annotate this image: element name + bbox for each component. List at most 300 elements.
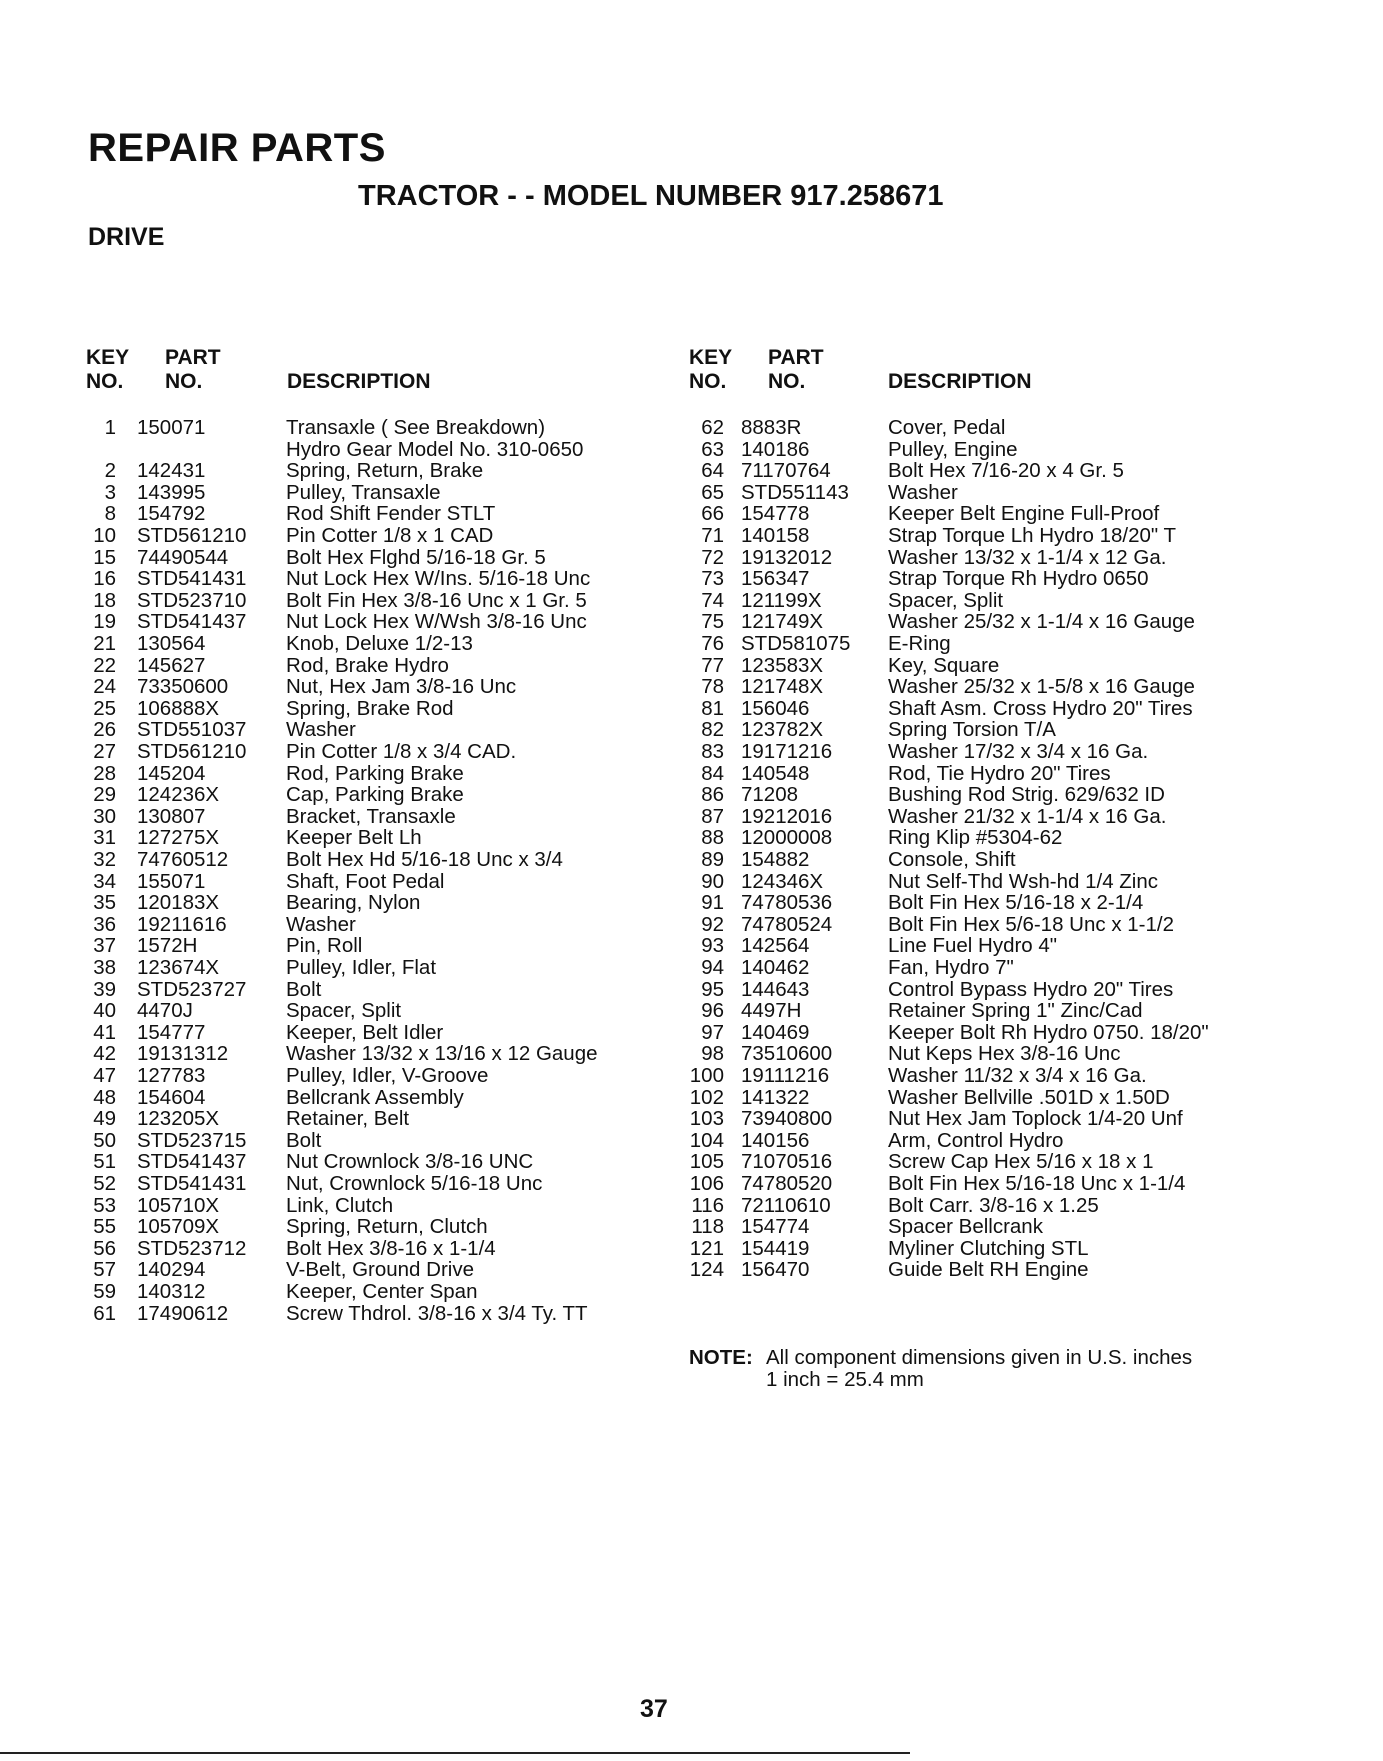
part-number: 73510600 <box>741 1042 833 1066</box>
key-number-cell <box>80 1281 116 1303</box>
part-description: Washer Bellville .501D x 1.50D <box>888 1085 1170 1109</box>
key-number: 52 <box>93 1172 116 1195</box>
part-number: 74780536 <box>741 891 833 915</box>
table-row <box>0 1236 1089 1260</box>
key-number: 102 <box>689 1085 724 1109</box>
part-description: Washer 21/32 x 1-1/4 x 16 Ga. <box>888 804 1167 828</box>
part-number: 74490544 <box>137 545 229 569</box>
key-number: 50 <box>93 1128 116 1152</box>
part-header-line2: NO. <box>768 370 806 393</box>
part-number: STD551037 <box>137 718 247 742</box>
table-row <box>0 632 951 655</box>
key-number: 64 <box>701 459 724 483</box>
part-description: Spacer, Split <box>286 999 402 1023</box>
part-description: Spring, Return, Clutch <box>286 1215 488 1239</box>
table-row <box>0 1258 1089 1282</box>
key-number: 84 <box>701 761 724 785</box>
part-description: Screw Cap Hex 5/16 x 18 x 1 <box>888 1150 1154 1174</box>
key-number-cell <box>680 1087 724 1109</box>
part-number: 72110610 <box>741 1193 831 1217</box>
part-description: Bolt Fin Hex 5/16-18 x 2-1/4 <box>888 891 1144 915</box>
key-header-line2: NO. <box>86 370 124 393</box>
key-number: 89 <box>701 848 724 871</box>
part-description: Spring Torsion T/A <box>888 718 1056 742</box>
key-number: 82 <box>701 718 724 742</box>
key-number: 37 <box>93 934 116 958</box>
part-number: 130564 <box>137 632 206 655</box>
part-number: 124346X <box>741 869 824 893</box>
key-number: 27 <box>93 740 116 763</box>
key-number: 15 <box>93 545 116 569</box>
key-number-cell <box>680 957 724 979</box>
table-row <box>0 1172 1186 1195</box>
key-number: 57 <box>93 1258 116 1282</box>
key-number: 38 <box>93 956 116 979</box>
table-row <box>0 1042 1121 1066</box>
key-number: 32 <box>93 848 116 871</box>
key-number-cell <box>680 784 724 806</box>
part-description: Key, Square <box>888 653 1000 677</box>
key-number: 3 <box>104 480 116 504</box>
table-row <box>0 977 1174 1001</box>
part-description: Keeper, Belt Idler <box>286 1020 444 1044</box>
key-number-cell <box>680 633 724 655</box>
part-number: STD523715 <box>137 1128 247 1152</box>
part-number: 19211616 <box>137 912 227 936</box>
part-description: Retainer, Belt <box>286 1107 410 1131</box>
key-number: 53 <box>93 1193 116 1217</box>
key-number-cell <box>680 417 724 439</box>
part-description: Nut, Crownlock 5/16-18 Unc <box>286 1172 543 1195</box>
key-number: 36 <box>93 912 116 936</box>
table-row <box>0 1281 700 1303</box>
part-description: Ring Klip #5304-62 <box>888 826 1063 850</box>
part-number: 140312 <box>137 1280 206 1303</box>
part-description: Pin Cotter 1/8 x 3/4 CAD. <box>286 740 517 763</box>
part-number: 106888X <box>137 696 220 720</box>
part-number: STD541437 <box>137 1150 247 1174</box>
key-number: 105 <box>689 1150 724 1174</box>
table-row <box>0 848 1016 871</box>
table-row <box>0 740 1149 763</box>
table-row <box>0 459 1124 483</box>
part-description: Hydro Gear Model No. 310-0650 <box>286 437 584 461</box>
part-description: Rod, Parking Brake <box>286 761 464 785</box>
part-number: 154419 <box>741 1236 810 1260</box>
part-description: Washer 13/32 x 1-1/4 x 12 Ga. <box>888 545 1167 569</box>
key-number: 30 <box>93 804 116 828</box>
table-row <box>0 869 1159 893</box>
key-number: 34 <box>93 869 116 893</box>
section-heading: DRIVE <box>88 223 165 251</box>
key-number: 1 <box>104 416 116 439</box>
key-number: 21 <box>93 632 116 655</box>
key-number: 48 <box>93 1085 116 1109</box>
table-row <box>0 524 1177 547</box>
key-number: 78 <box>701 675 724 699</box>
key-number-cell <box>680 806 724 828</box>
key-number-cell <box>680 503 724 525</box>
key-number: 90 <box>701 869 724 893</box>
key-number: 22 <box>93 653 116 677</box>
part-description: Screw Thdrol. 3/8-16 x 3/4 Ty. TT <box>286 1301 588 1325</box>
key-number: 97 <box>701 1020 724 1044</box>
key-number: 28 <box>93 761 116 785</box>
part-description: E-Ring <box>888 632 951 655</box>
key-number-cell <box>680 1130 724 1152</box>
key-number-cell <box>680 1173 724 1195</box>
part-number: 105709X <box>137 1215 220 1239</box>
part-description: Bolt Hex Hd 5/16-18 Unc x 3/4 <box>286 848 563 871</box>
part-number: 140158 <box>741 524 810 547</box>
part-header-line2: NO. <box>165 370 203 393</box>
table-row <box>0 1107 1183 1131</box>
key-number: 81 <box>701 696 724 720</box>
part-number: 156470 <box>741 1258 810 1282</box>
part-number: 156046 <box>741 696 810 720</box>
part-description: Bolt Hex 7/16-20 x 4 Gr. 5 <box>888 459 1124 483</box>
part-description: Bolt Fin Hex 3/8-16 Unc x 1 Gr. 5 <box>286 588 587 612</box>
part-description: Keeper Belt Lh <box>286 826 422 850</box>
table-row <box>0 480 958 504</box>
part-description: Pulley, Idler, V-Groove <box>286 1064 489 1087</box>
table-row <box>0 437 1018 461</box>
part-description: Line Fuel Hydro 4" <box>888 934 1058 958</box>
table-row <box>0 502 1160 526</box>
key-number-cell <box>680 1216 724 1238</box>
part-description: Bearing, Nylon <box>286 891 421 915</box>
key-number: 26 <box>93 718 116 742</box>
part-description: Bracket, Transaxle <box>286 804 456 828</box>
key-number-cell <box>680 914 724 936</box>
part-description: Bolt <box>286 1128 322 1152</box>
key-number: 77 <box>701 653 724 677</box>
part-number: 142431 <box>137 459 206 483</box>
part-description: Strap Torque Lh Hydro 18/20" T <box>888 524 1177 547</box>
part-description: Spring, Brake Rod <box>286 696 454 720</box>
part-description: Washer 25/32 x 1-5/8 x 16 Gauge <box>888 675 1195 699</box>
key-number: 75 <box>701 610 724 634</box>
key-number-cell <box>680 827 724 849</box>
key-number: 39 <box>93 977 116 1001</box>
part-description: Rod, Tie Hydro 20" Tires <box>888 761 1111 785</box>
part-description: Nut Crownlock 3/8-16 UNC <box>286 1150 534 1174</box>
part-description: Nut Lock Hex W/Wsh 3/8-16 Unc <box>286 610 587 634</box>
key-number-cell <box>680 611 724 633</box>
part-number: 1572H <box>137 934 198 958</box>
part-number: STD561210 <box>137 740 247 763</box>
key-number: 61 <box>93 1301 116 1325</box>
key-number-cell <box>680 1195 724 1217</box>
key-number-cell <box>680 1000 724 1022</box>
key-number-cell <box>680 525 724 547</box>
key-number: 104 <box>689 1128 724 1152</box>
part-number: 4470J <box>137 999 193 1023</box>
part-number: 140462 <box>741 956 810 979</box>
key-number-cell <box>680 676 724 698</box>
part-description: Keeper Bolt Rh Hydro 0750. 18/20" <box>888 1020 1209 1044</box>
key-number: 98 <box>701 1042 724 1066</box>
part-number: 121749X <box>741 610 824 634</box>
key-number: 24 <box>93 675 116 699</box>
table-row <box>0 891 1144 915</box>
table-row <box>0 675 1195 699</box>
key-number: 63 <box>701 437 724 461</box>
key-number-cell <box>680 1151 724 1173</box>
part-number: 71070516 <box>741 1150 833 1174</box>
key-number-cell <box>680 698 724 720</box>
key-number: 91 <box>701 891 724 915</box>
table-row <box>0 1150 1154 1174</box>
table-row <box>0 1064 1147 1087</box>
key-number: 76 <box>701 632 724 655</box>
table-row <box>0 1215 1043 1239</box>
key-number: 124 <box>689 1258 724 1282</box>
key-number: 88 <box>701 826 724 850</box>
part-number: 150071 <box>137 416 206 439</box>
part-number: STD541437 <box>137 610 247 634</box>
note-text-line1: All component dimensions given in U.S. inches <box>766 1346 1193 1369</box>
part-description: Pin Cotter 1/8 x 1 CAD <box>286 524 494 547</box>
part-description: Arm, Control Hydro <box>888 1128 1064 1152</box>
part-description: Nut, Hex Jam 3/8-16 Unc <box>286 675 517 699</box>
key-number: 74 <box>701 588 724 612</box>
part-number: 124236X <box>137 783 220 807</box>
key-number: 116 <box>691 1193 724 1217</box>
table-row <box>0 1020 1209 1044</box>
part-number: 144643 <box>741 977 810 1001</box>
key-number-cell <box>80 1303 116 1325</box>
part-number: 19212016 <box>741 804 833 828</box>
key-number: 19 <box>93 610 116 634</box>
key-number: 29 <box>93 783 116 807</box>
key-number-cell <box>680 871 724 893</box>
part-number: 71208 <box>741 783 799 807</box>
left-description-header: DESCRIPTION <box>287 370 431 393</box>
part-number: 74760512 <box>137 848 229 871</box>
key-number-cell <box>680 590 724 612</box>
key-number-cell <box>680 1259 724 1281</box>
model-subtitle: TRACTOR - - MODEL NUMBER 917.258671 <box>358 180 944 212</box>
part-number: 145627 <box>137 653 206 677</box>
part-number: 154882 <box>741 848 810 871</box>
part-description: Control Bypass Hydro 20" Tires <box>888 977 1174 1001</box>
part-number: 145204 <box>137 761 206 785</box>
part-description: Washer <box>286 718 356 742</box>
part-description: Pulley, Engine <box>888 437 1018 461</box>
key-number-cell <box>680 655 724 677</box>
key-number-cell <box>680 763 724 785</box>
part-number: 4497H <box>741 999 802 1023</box>
key-number: 51 <box>93 1150 116 1174</box>
part-number: 121199X <box>741 588 822 612</box>
key-number-cell <box>680 1108 724 1130</box>
part-description: Knob, Deluxe 1/2-13 <box>286 632 473 655</box>
key-number-cell <box>680 892 724 914</box>
table-row <box>0 588 1004 612</box>
part-description: Shaft Asm. Cross Hydro 20" Tires <box>888 696 1193 720</box>
part-number: 140469 <box>741 1020 810 1044</box>
part-description: Bolt Fin Hex 5/16-18 Unc x 1-1/4 <box>888 1172 1186 1195</box>
table-row <box>0 1128 1064 1152</box>
key-number: 121 <box>689 1236 724 1260</box>
table-row <box>0 718 1056 742</box>
table-row <box>0 999 1143 1023</box>
part-description: Bolt Hex Flghd 5/16-18 Gr. 5 <box>286 545 546 569</box>
note-text-line2: 1 inch = 25.4 mm <box>766 1368 924 1391</box>
part-description: Rod Shift Fender STLT <box>286 502 496 526</box>
key-number: 73 <box>701 567 724 591</box>
part-description: Link, Clutch <box>286 1193 394 1217</box>
part-description: Washer 17/32 x 3/4 x 16 Ga. <box>888 740 1149 763</box>
key-number-cell <box>680 1065 724 1087</box>
part-number: STD551143 <box>741 480 849 504</box>
table-row <box>0 653 1000 677</box>
part-number: 154792 <box>137 502 206 526</box>
part-number: 123205X <box>137 1107 220 1131</box>
part-description: Bolt Hex 3/8-16 x 1-1/4 <box>286 1236 496 1260</box>
part-number: 127783 <box>137 1064 206 1087</box>
table-row <box>0 956 1014 979</box>
table-row <box>0 1193 1099 1217</box>
part-number: 123782X <box>741 718 824 742</box>
table-row <box>0 804 1167 828</box>
key-number: 35 <box>93 891 116 915</box>
table-row <box>0 783 1165 807</box>
part-number: 154778 <box>741 502 810 526</box>
part-description: Bushing Rod Strig. 629/632 ID <box>888 783 1165 807</box>
part-number: STD523712 <box>137 1236 247 1260</box>
part-description: Keeper, Center Span <box>286 1280 478 1303</box>
key-number-cell <box>680 568 724 590</box>
note-label: NOTE: <box>689 1346 753 1369</box>
part-number: 143995 <box>137 480 206 504</box>
part-header-line1: PART <box>165 346 221 369</box>
part-number: STD561210 <box>137 524 247 547</box>
table-row <box>0 761 1111 785</box>
key-number-cell <box>680 547 724 569</box>
key-header-line1: KEY <box>689 346 733 369</box>
part-number: 140156 <box>741 1128 810 1152</box>
table-row <box>0 696 1193 720</box>
part-description: Retainer Spring 1" Zinc/Cad <box>888 999 1143 1023</box>
part-number: 71170764 <box>741 459 831 483</box>
part-description: Washer 11/32 x 3/4 x 16 Ga. <box>888 1064 1147 1087</box>
part-number: STD541431 <box>137 1172 247 1195</box>
part-number: 73350600 <box>137 675 229 699</box>
key-number: 47 <box>93 1064 116 1087</box>
key-number: 66 <box>701 502 724 526</box>
key-number: 94 <box>701 956 724 979</box>
part-description: V-Belt, Ground Drive <box>286 1258 474 1282</box>
part-number: 74780520 <box>741 1172 833 1195</box>
table-row <box>0 610 1195 634</box>
key-number: 93 <box>701 934 724 958</box>
key-number: 96 <box>701 999 724 1023</box>
key-number: 86 <box>701 783 724 807</box>
part-description: Nut Keps Hex 3/8-16 Unc <box>888 1042 1121 1066</box>
key-header-line1: KEY <box>86 346 130 369</box>
table-row <box>0 826 1063 850</box>
key-number: 10 <box>93 524 116 547</box>
key-number-cell <box>680 741 724 763</box>
part-description: Pin, Roll <box>286 934 363 958</box>
table-row <box>0 1085 1170 1109</box>
part-number: 140294 <box>137 1258 206 1282</box>
key-number-cell <box>680 849 724 871</box>
page-title: REPAIR PARTS <box>88 126 386 170</box>
part-description: Bolt Carr. 3/8-16 x 1.25 <box>888 1193 1099 1217</box>
part-number: 155071 <box>137 869 206 893</box>
key-number-cell <box>680 439 724 461</box>
key-number: 103 <box>689 1107 724 1131</box>
part-header-line1: PART <box>768 346 824 369</box>
part-number: 105710X <box>137 1193 220 1217</box>
left-key-header <box>86 346 129 394</box>
key-number: 40 <box>93 999 116 1023</box>
part-description: Pulley, Idler, Flat <box>286 956 437 979</box>
part-description: Spacer Bellcrank <box>888 1215 1043 1239</box>
key-number-cell <box>680 979 724 1001</box>
part-description: Nut Hex Jam Toplock 1/4-20 Unf <box>888 1107 1183 1131</box>
key-number: 56 <box>93 1236 116 1260</box>
part-description: Cap, Parking Brake <box>286 783 464 807</box>
key-number: 59 <box>93 1280 116 1303</box>
key-number: 87 <box>701 804 724 828</box>
key-number: 62 <box>701 416 724 439</box>
part-number: 123583X <box>741 653 824 677</box>
part-number: 140186 <box>741 437 810 461</box>
key-number-cell <box>680 482 724 504</box>
part-description: Fan, Hydro 7" <box>888 956 1014 979</box>
part-number: 154774 <box>741 1215 810 1239</box>
part-description: Washer <box>286 912 356 936</box>
part-description: Washer 13/32 x 13/16 x 12 Gauge <box>286 1042 598 1066</box>
right-description-header: DESCRIPTION <box>888 370 1032 393</box>
part-description: Pulley, Transaxle <box>286 480 441 504</box>
key-number: 49 <box>93 1107 116 1131</box>
table-row <box>0 934 1058 958</box>
key-number: 92 <box>701 912 724 936</box>
page-number: 37 <box>640 1695 668 1723</box>
table-row <box>0 545 1167 569</box>
part-description: Nut Lock Hex W/Ins. 5/16-18 Unc <box>286 567 591 591</box>
key-number: 2 <box>104 459 116 483</box>
part-description: Spacer, Split <box>888 588 1004 612</box>
key-number-cell <box>680 1238 724 1260</box>
part-description: Keeper Belt Engine Full-Proof <box>888 502 1160 526</box>
part-number: 17490612 <box>137 1301 229 1325</box>
part-number: 74780524 <box>741 912 833 936</box>
part-number: 142564 <box>741 934 810 958</box>
left-part-header <box>165 346 221 394</box>
key-number-cell <box>680 1043 724 1065</box>
table-row <box>0 1303 700 1325</box>
key-number: 83 <box>701 740 724 763</box>
right-key-header <box>689 346 732 394</box>
part-number: 141322 <box>741 1085 810 1109</box>
part-description: Console, Shift <box>888 848 1016 871</box>
part-description: Cover, Pedal <box>888 416 1006 439</box>
key-number: 16 <box>93 567 116 591</box>
part-description: Rod, Brake Hydro <box>286 653 449 677</box>
key-number-cell <box>680 460 724 482</box>
part-number: 19171216 <box>741 740 833 763</box>
part-number: 156347 <box>741 567 810 591</box>
part-number: 154604 <box>137 1085 206 1109</box>
key-number: 25 <box>93 696 116 720</box>
part-description: Bolt Fin Hex 5/6-18 Unc x 1-1/2 <box>888 912 1174 936</box>
